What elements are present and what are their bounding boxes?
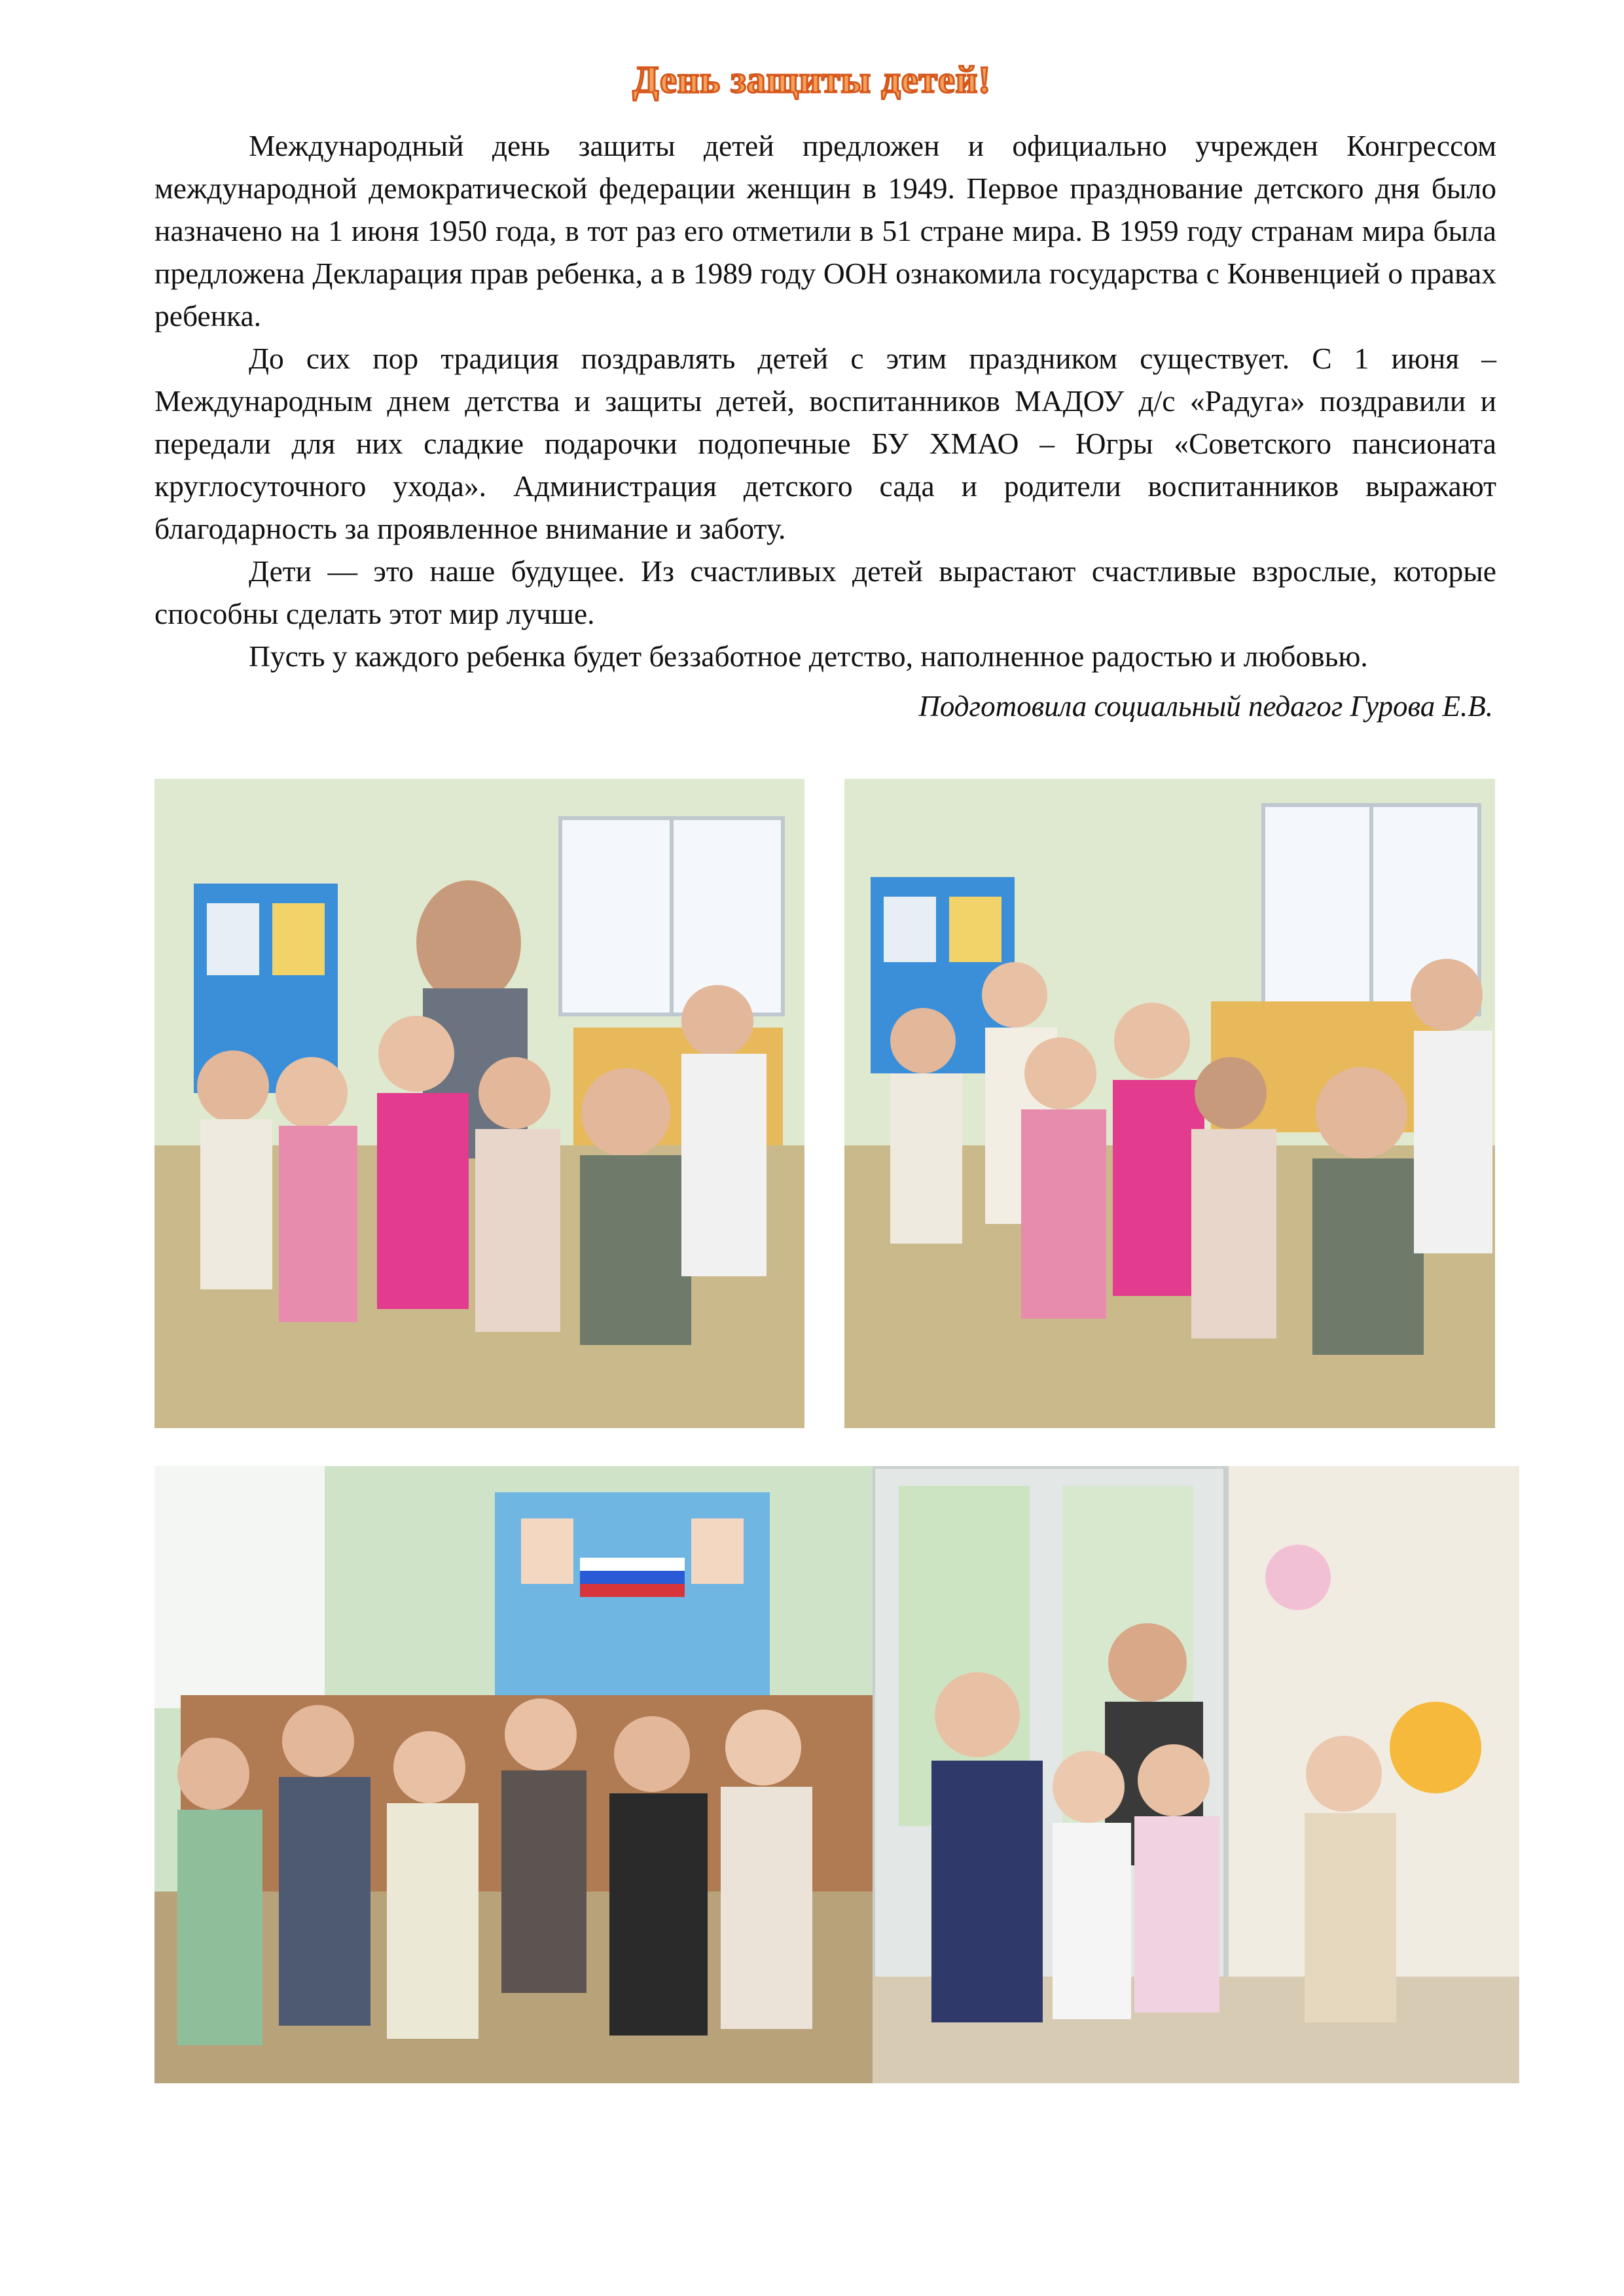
photo-children-doorway	[873, 1466, 1519, 2083]
paragraph: Международный день защиты детей предложен и официально учрежден Конгрессом международной демократической федерации женщин в 1949. Первое празднование детского дня было назначено на 1 июня 1950 года, в тот раз его отметили в 51 стране мира. В 1959 году странам мира была предложена Декларация прав ребенка, а в 1989 году ООН ознакомила государства с Конвенцией о правах ребенка.	[154, 129, 1496, 332]
photo-children-poster	[154, 1466, 873, 2083]
paragraph: Пусть у каждого ребенка будет беззаботное детство, наполненное радостью и любовью.	[249, 639, 1368, 673]
paragraph: Дети — это наше будущее. Из счастливых детей вырастают счастливые взрослые, которые способны сделать этот мир лучше.	[154, 554, 1496, 630]
photo-children-classroom-1	[154, 779, 804, 1428]
article-body	[154, 124, 1496, 677]
photo-children-classroom-2	[844, 779, 1495, 1428]
page-title: День защиты детей!	[632, 58, 992, 101]
paragraph: До сих пор традиция поздравлять детей с этим праздником существует. С 1 июня – Международным днем детства и защиты детей, воспитанников МАДОУ д/с «Радуга» поздравили и передали для них сладкие подарочки подопечные БУ ХМАО – Югры «Советского пансионата круглосуточного ухода». Администрация детского сада и родители воспитанников выражают благодарность за проявленное внимание и заботу.	[154, 342, 1496, 545]
signature: Подготовила социальный педагог Гурова Е.В.	[918, 690, 1493, 723]
